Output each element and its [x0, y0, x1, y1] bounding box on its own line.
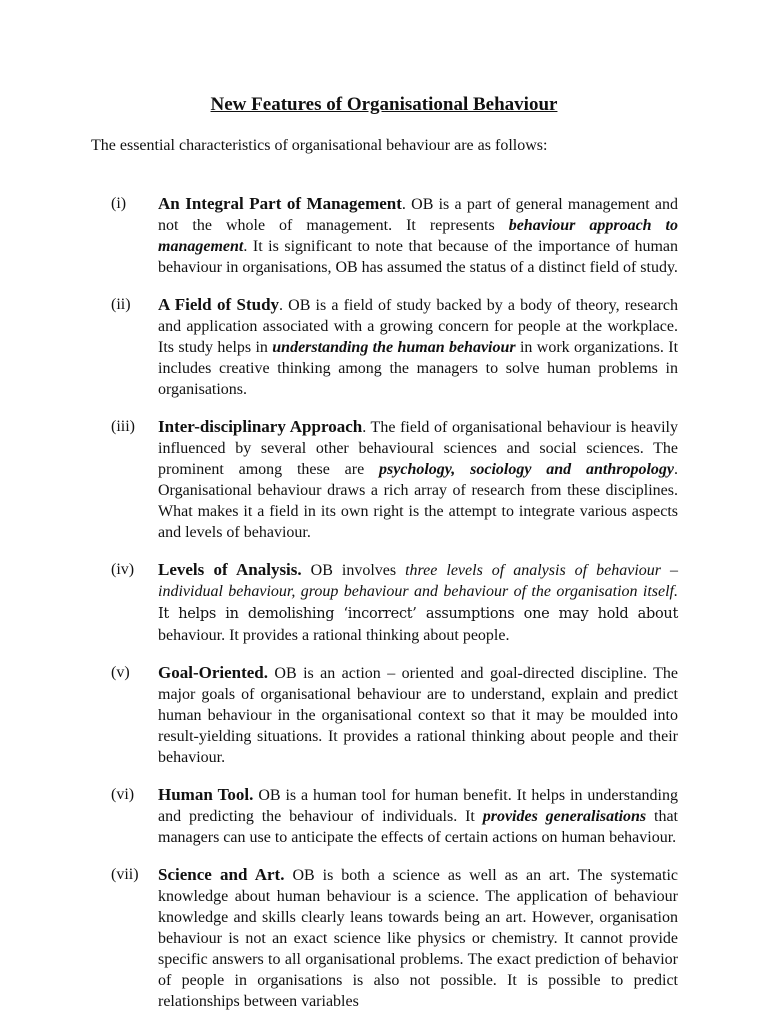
item-text: OB is a human tool for human benefit. It helps in understanding and predicting the behaviour of individuals. It [158, 787, 678, 825]
item-number: (iv) [111, 561, 135, 578]
item-text: OB involves [301, 562, 406, 579]
item-emphasis: psychology, sociology and anthropology [379, 461, 675, 478]
page-title: New Features of Organisational Behaviour [210, 94, 558, 115]
item-number: (vii) [111, 866, 139, 883]
list-item [0, 559, 768, 646]
item-number: (v) [111, 664, 130, 681]
item-body [158, 864, 678, 1012]
item-heading: Human Tool. [158, 785, 254, 804]
list-item [0, 662, 768, 768]
item-text: . The field of organisational behaviour is heavily influenced by several other behavioural sciences and social sciences. The prominent among these are [158, 419, 679, 478]
item-heading: Goal-Oriented. [158, 663, 269, 682]
item-text: OB is both a science as well as an art. The systematic knowledge about human behaviour is a science. The application of behaviour knowledge and skills clearly leans towards being an art. However, organisation behaviour is not an exact science like physics or chemistry. It cannot provide specific answers to all organisational problems. The exact prediction of behavior of people in organisations is also not possible. It is possible to predict relationships between variables [158, 867, 678, 1010]
item-text: . OB is a field of study backed by a body of theory, research and application associated with a growing concern for people at the workplace. Its study helps in [158, 297, 679, 356]
intro-paragraph: The essential characteristics of organisational behaviour are as follows: [91, 137, 548, 154]
item-emphasis: understanding the human behaviour [272, 339, 516, 356]
item-heading: A Field of Study [158, 295, 280, 314]
list-item [0, 416, 768, 543]
item-text: . It is significant to note that because of the importance of human behaviour in organisations, OB has assumed the status of a distinct field of study. [158, 238, 678, 276]
item-body [158, 784, 678, 848]
item-body [158, 416, 678, 543]
item-number: (vi) [111, 786, 135, 803]
features-list [0, 177, 768, 1012]
item-body [158, 294, 678, 400]
list-item [0, 864, 768, 1012]
item-text: behaviour. It provides a rational thinking about people. [158, 627, 510, 644]
item-text-alt-font: It helps in demolishing ‘incorrect’ assumptions one may hold about [158, 606, 678, 622]
item-emphasis: behaviour approach to management [158, 217, 678, 255]
item-text: . OB is a part of general management and not the whole of management. It represents [158, 196, 678, 234]
item-text: that managers can use to anticipate the effects of certain actions on human behaviour. [158, 808, 678, 846]
item-number: (ii) [111, 296, 131, 313]
item-text: . Organisational behaviour draws a rich array of research from these disciplines. What makes it a field in its own right is the attempt to integrate various aspects and levels of behaviour. [158, 461, 679, 541]
item-text: OB is an action – oriented and goal-directed discipline. The major goals of organisational behaviour are to understand, explain and predict human behaviour in the organisational context so that it may be moulded into result-yielding situations. It provides a rational thinking about people and their behaviour. [158, 665, 678, 766]
item-text: in work organizations. It includes creative thinking among the managers to solve human problems in organisations. [158, 339, 679, 398]
item-body [158, 193, 678, 278]
item-heading: Inter-disciplinary Approach [158, 417, 363, 436]
list-item [0, 294, 768, 400]
list-item [0, 784, 768, 848]
list-item [0, 193, 768, 278]
item-body [158, 662, 678, 768]
item-number: (iii) [111, 418, 135, 435]
item-number: (i) [111, 195, 127, 212]
item-heading: Levels of Analysis. [158, 560, 302, 579]
item-body [158, 559, 678, 646]
item-heading: An Integral Part of Management [158, 194, 402, 213]
item-heading: Science and Art. [158, 865, 285, 884]
item-emphasis: provides generalisations [482, 808, 647, 825]
item-italic: three levels of analysis of behaviour – individual behaviour, group behaviour and behaviour of the organisation itself. [158, 562, 678, 600]
